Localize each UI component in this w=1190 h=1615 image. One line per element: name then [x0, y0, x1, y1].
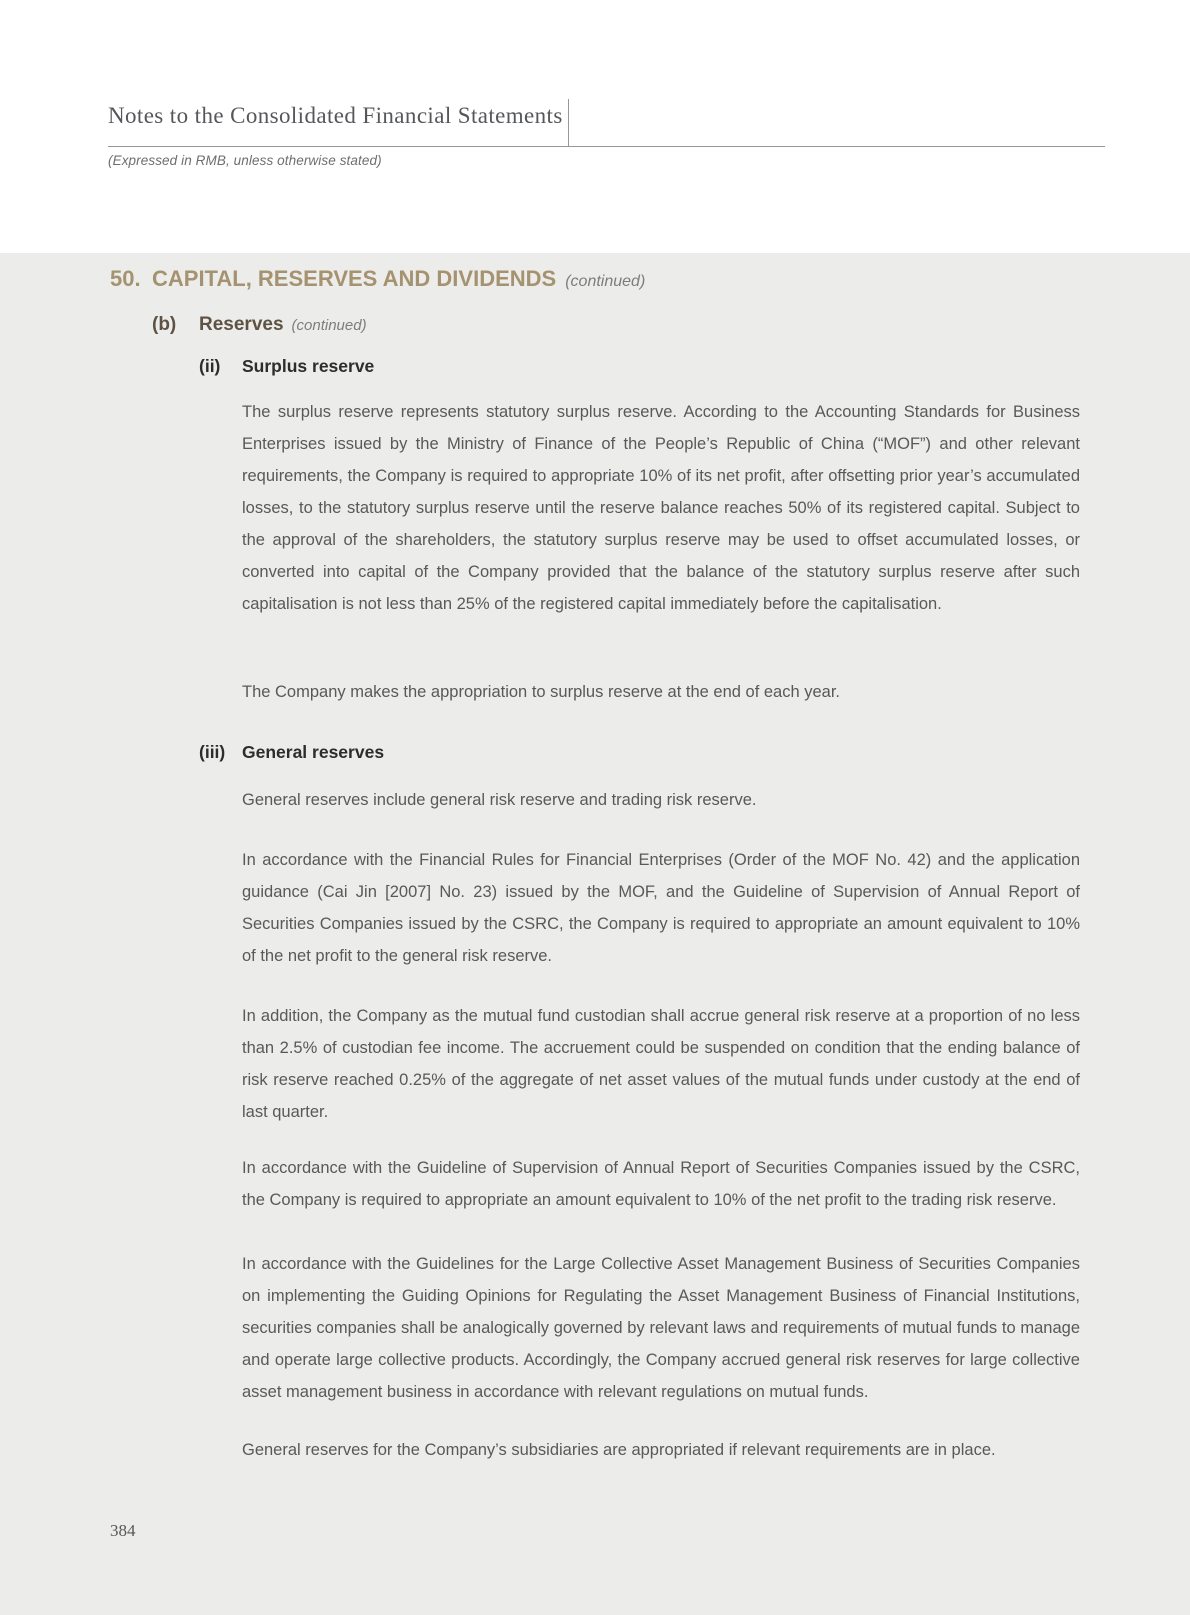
subsection-b-title: Reserves	[199, 314, 284, 335]
subsection-b-continued-label: (continued)	[291, 317, 367, 334]
page-title: Notes to the Consolidated Financial Statements	[108, 103, 563, 128]
paragraph-surplus-reserve-2: The Company makes the appropriation to surplus reserve at the end of each year.	[242, 683, 841, 701]
subsection-heading-ii	[199, 356, 374, 377]
subsection-heading-b	[152, 314, 367, 336]
subsection-b-label: (b)	[152, 314, 177, 335]
subsection-heading-iii	[199, 742, 384, 763]
subsection-iii-label: (iii)	[199, 742, 226, 762]
subsection-iii-title: General reserves	[242, 742, 385, 762]
paragraph-surplus-reserve-1: The surplus reserve represents statutory surplus reserve. According to the Accounting Standards for Business Enterprises issued by the Ministry of Finance of the People’s Republic of China (“MOF”) and other relevant requirements, the Company is required to appropriate 10% of its net profit, after offsetting prior year’s accumulated losses, to the statutory surplus reserve until the reserve balance reaches 50% of its registered capital. Subject to the approval of the shareholders, the statutory surplus reserve may be used to offset accumulated losses, or converted into capital of the Company provided that the balance of the statutory surplus reserve after such capitalisation is not less than 25% of the registered capital immediately before the capitalisation.	[242, 403, 1080, 613]
paragraph-general-reserves-5: In accordance with the Guidelines for the Large Collective Asset Management Business of Securities Companies on implementing the Guiding Opinions for Regulating the Asset Management Business of Financial Institutions, securities companies shall be analogically governed by relevant laws and requirements of mutual funds to manage and operate large collective products. Accordingly, the Company accrued general risk reserves for large collective asset management business in accordance with relevant regulations on mutual funds.	[242, 1255, 1080, 1401]
paragraph-general-reserves-2: In accordance with the Financial Rules for Financial Enterprises (Order of the MOF No. 42) and the application guidance (Cai Jin [2007] No. 23) issued by the MOF, and the Guideline of Supervision of Annual Report of Securities Companies issued by the CSRC, the Company is required to appropriate an amount equivalent to 10% of the net profit to the general risk reserve.	[242, 851, 1080, 965]
section-heading-50	[110, 266, 645, 292]
header-vertical-rule	[568, 99, 569, 146]
section-number: 50.	[110, 266, 141, 291]
paragraph-general-reserves-4: In accordance with the Guideline of Supervision of Annual Report of Securities Companies issued by the CSRC, the Company is required to appropriate an amount equivalent to 10% of the net profit to the trading risk reserve.	[242, 1159, 1080, 1209]
paragraph-general-reserves-3: In addition, the Company as the mutual fund custodian shall accrue general risk reserve at a proportion of no less than 2.5% of custodian fee income. The accruement could be suspended on condition that the ending balance of risk reserve reached 0.25% of the aggregate of net asset values of the mutual funds under custody at the end of last quarter.	[242, 1007, 1080, 1121]
section-title: CAPITAL, RESERVES AND DIVIDENDS	[152, 266, 557, 291]
subsection-ii-title: Surplus reserve	[242, 356, 375, 376]
subsection-ii-label: (ii)	[199, 356, 221, 376]
paragraph-general-reserves-6: General reserves for the Company’s subsidiaries are appropriated if relevant requirements are in place.	[242, 1441, 996, 1459]
page-number: 384	[110, 1521, 136, 1540]
paragraph-general-reserves-1: General reserves include general risk reserve and trading risk reserve.	[242, 791, 757, 809]
header-subtitle: (Expressed in RMB, unless otherwise stated)	[108, 153, 382, 168]
header-horizontal-rule	[108, 146, 1105, 147]
section-continued-label: (continued)	[565, 273, 646, 290]
